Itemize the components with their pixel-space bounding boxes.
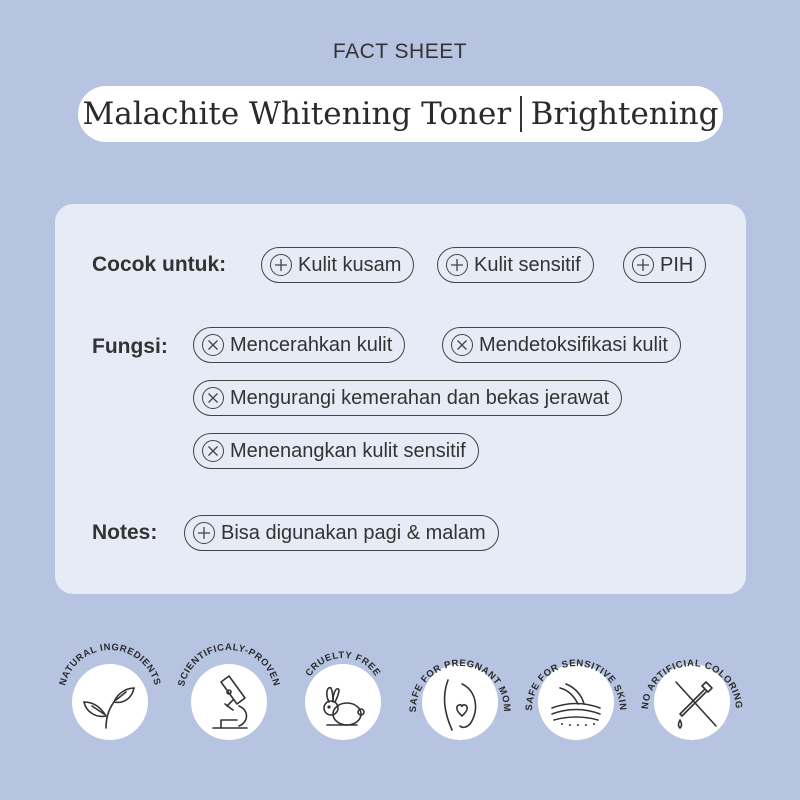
- chip-label: Mencerahkan kulit: [230, 333, 393, 356]
- badge-text: NO ARTIFICIAL COLORING: [639, 657, 745, 710]
- fungsi-label: Fungsi:: [92, 335, 168, 358]
- badge-natural-ingredients: [54, 640, 166, 752]
- chip-pagi-malam: [184, 515, 499, 551]
- x-circle-icon: [202, 440, 224, 462]
- badge-safe-pregnant: [404, 640, 516, 752]
- x-circle-icon: [451, 334, 473, 356]
- title-divider: [520, 96, 522, 132]
- product-title: Malachite Whitening Toner: [82, 96, 512, 132]
- chip-mengurangi: [193, 380, 622, 416]
- chip-label: Bisa digunakan pagi & malam: [221, 521, 486, 544]
- chip-mencerahkan: [193, 327, 405, 363]
- badge-scientifically-proven: [173, 640, 285, 752]
- chip-label: Mendetoksifikasi kulit: [479, 333, 668, 356]
- chip-label: Menenangkan kulit sensitif: [230, 439, 466, 462]
- notes-label: Notes:: [92, 521, 158, 544]
- chip-label: Kulit sensitif: [474, 253, 581, 276]
- chip-label: PIH: [660, 253, 694, 276]
- badge-text: NATURAL INGREDIENTS: [57, 641, 163, 687]
- plus-circle-icon: [193, 522, 215, 544]
- plus-circle-icon: [270, 254, 292, 276]
- product-subtitle: Brightening: [530, 96, 719, 132]
- badge-text: CRUELTY FREE: [303, 649, 383, 679]
- plus-circle-icon: [446, 254, 468, 276]
- chip-kulit-kusam: [261, 247, 414, 283]
- chip-kulit-sensitif: [437, 247, 594, 283]
- fact-sheet-label: FACT SHEET: [332, 40, 468, 63]
- chip-pih: [623, 247, 706, 283]
- title-pill: [78, 86, 723, 142]
- badge-text: SAFE FOR SENSITIVE SKIN: [523, 657, 629, 712]
- badge-text: SCIENTIFICALY-PROVEN: [176, 641, 282, 688]
- plus-circle-icon: [632, 254, 654, 276]
- chip-menenangkan: [193, 433, 479, 469]
- cocok-label: Cocok untuk:: [92, 253, 227, 276]
- badge-text: SAFE FOR PREGNANT MOM: [407, 657, 513, 713]
- badge-cruelty-free: [287, 640, 399, 752]
- chip-label: Mengurangi kemerahan dan bekas jerawat: [230, 386, 610, 409]
- x-circle-icon: [202, 387, 224, 409]
- chip-label: Kulit kusam: [298, 253, 402, 276]
- badge-no-artificial-coloring: [636, 640, 748, 752]
- x-circle-icon: [202, 334, 224, 356]
- badge-safe-sensitive: [520, 640, 632, 752]
- chip-mendetoksifikasi: [442, 327, 681, 363]
